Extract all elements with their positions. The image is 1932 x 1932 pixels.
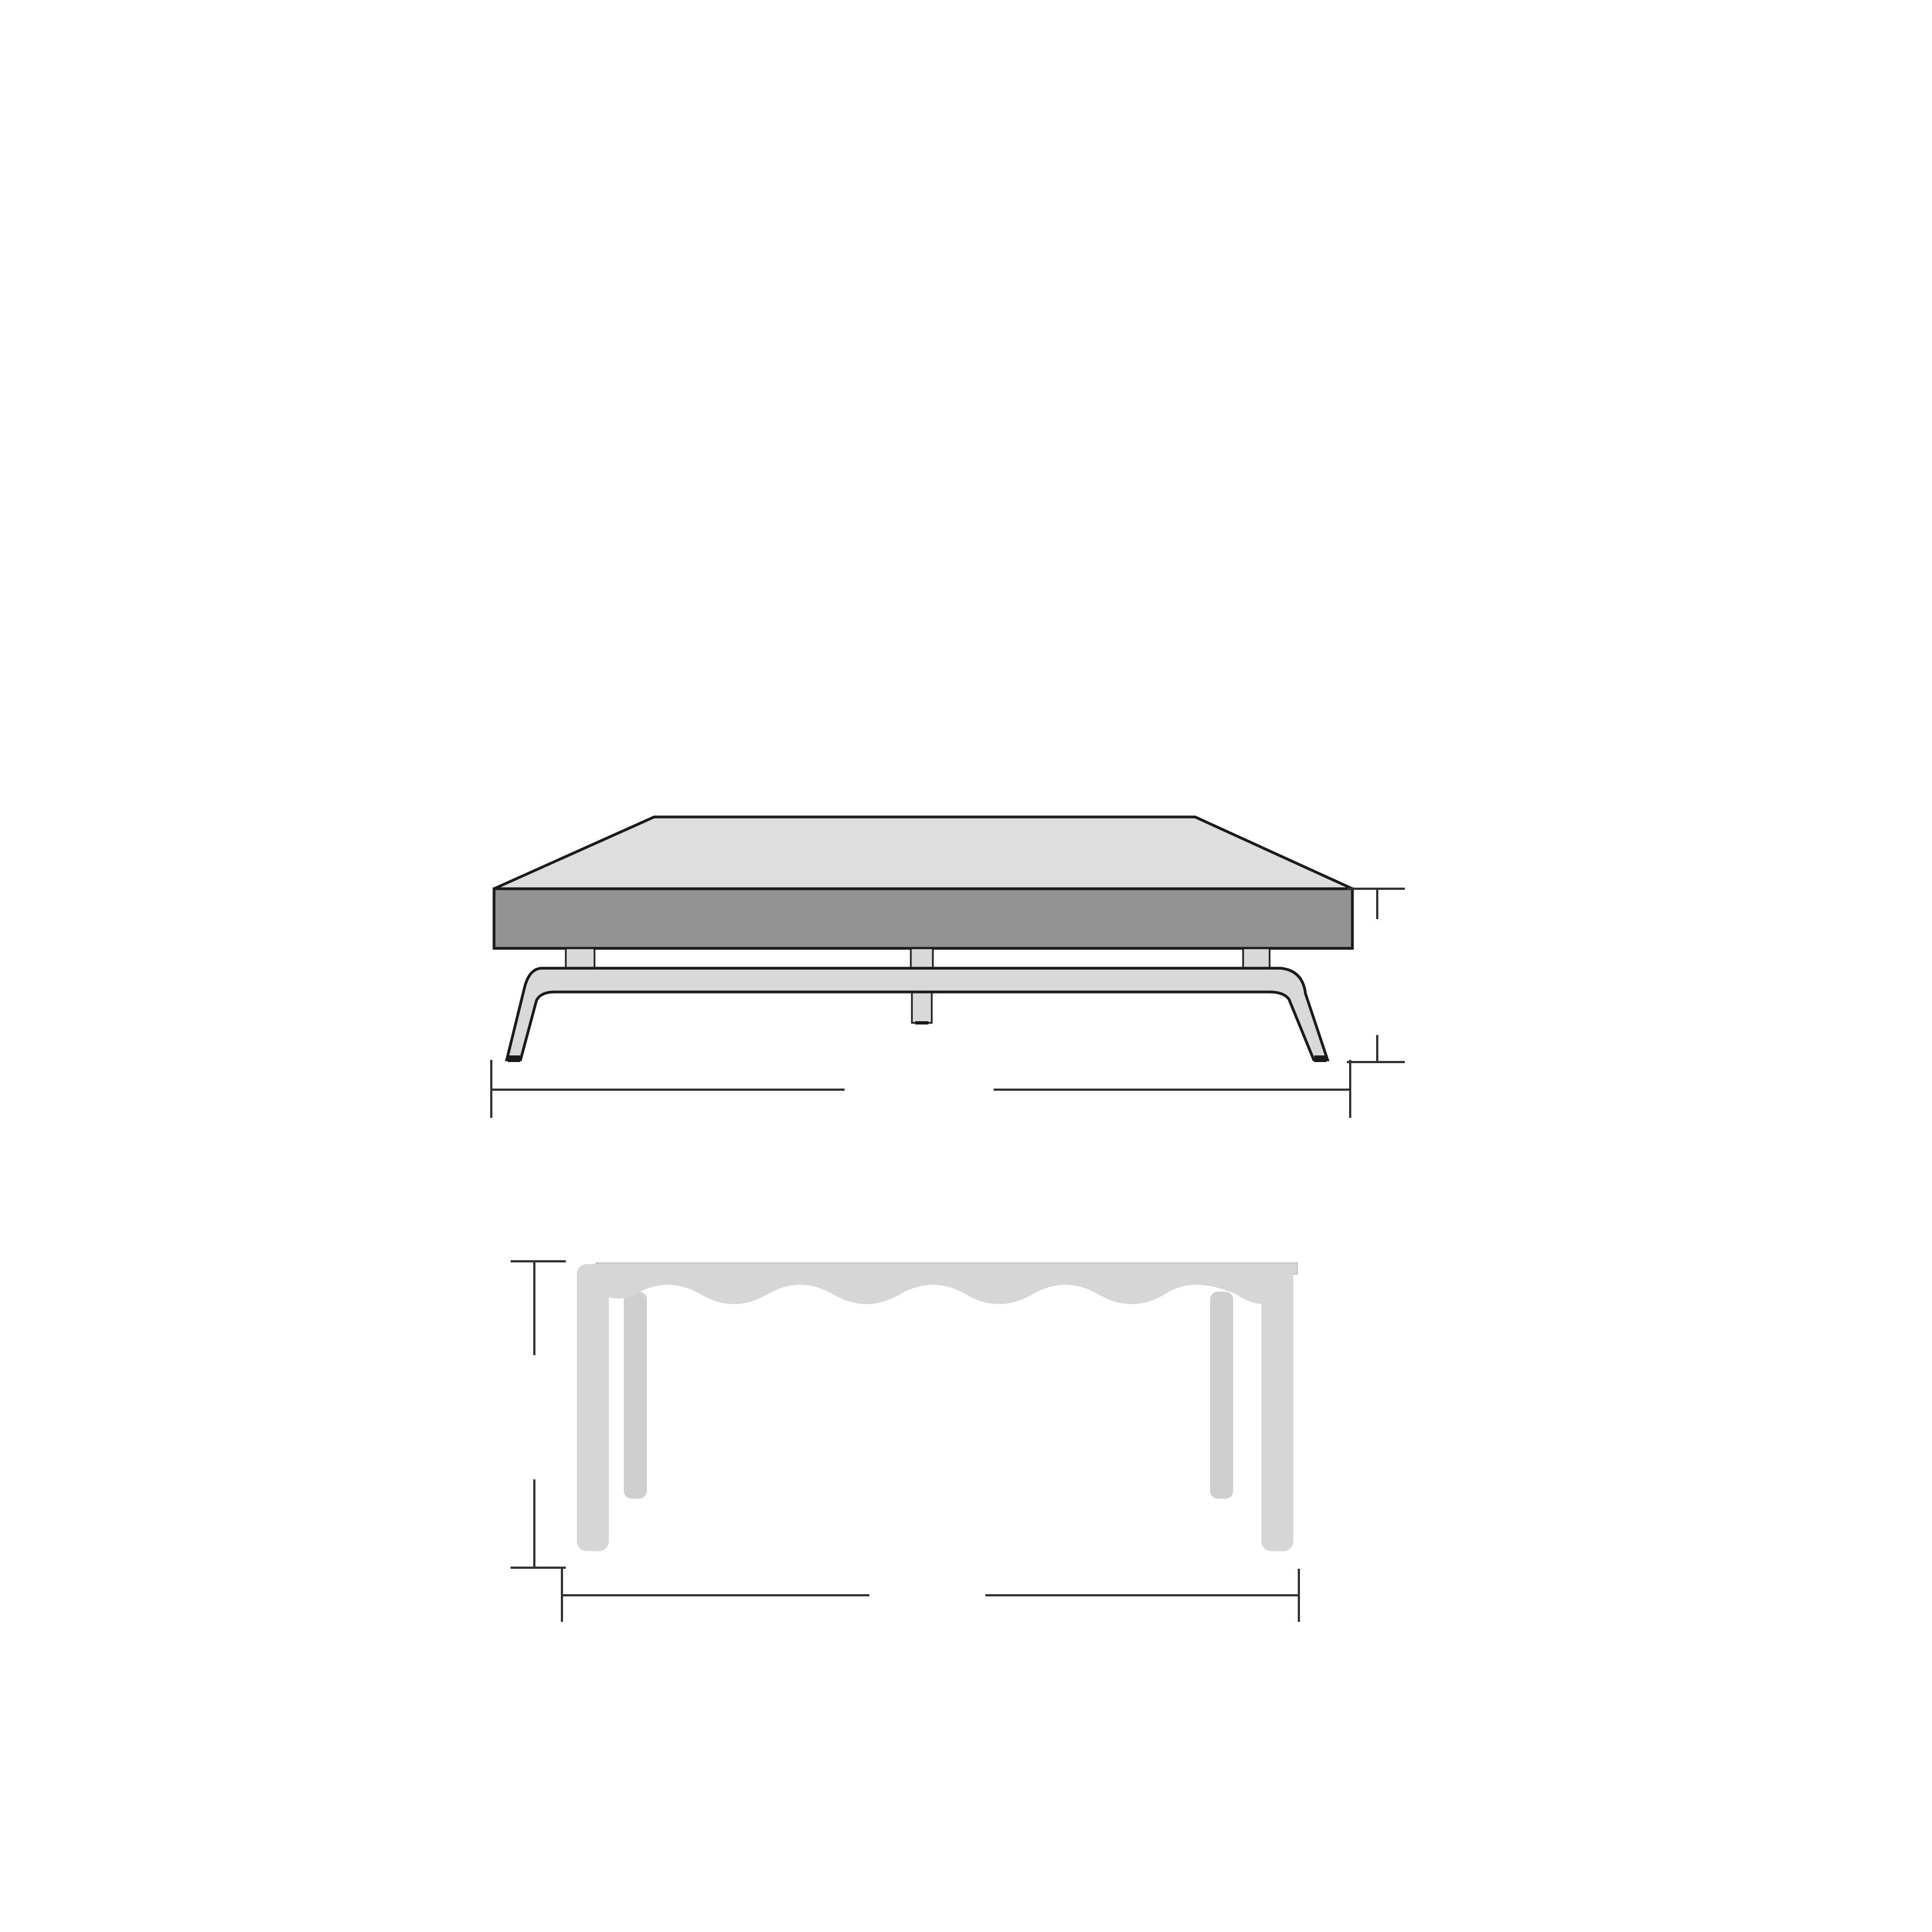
- coffee-table-illustration: [494, 817, 1352, 1062]
- table-foot-right: [1314, 1055, 1326, 1062]
- bench-leg-rear-right: [1210, 1292, 1233, 1499]
- bench-illustration: [577, 1263, 1297, 1551]
- bench-width-dimension: [562, 1569, 1299, 1622]
- table-top-surface: [494, 817, 1352, 889]
- table-top-edge: [494, 889, 1352, 948]
- bench-leg-front-left: [577, 1264, 609, 1551]
- table-center-leg: [912, 991, 932, 1023]
- table-height-dimension: [1347, 889, 1405, 1062]
- table-center-foot: [915, 1021, 928, 1025]
- bench-leg-front-right: [1261, 1264, 1293, 1551]
- bench-leg-rear-left: [624, 1292, 647, 1499]
- table-foot-left: [508, 1055, 520, 1062]
- bench-height-dimension: [511, 1261, 566, 1568]
- table-post-right: [1243, 948, 1270, 968]
- table-post-left: [566, 948, 595, 968]
- table-post-center: [911, 948, 933, 968]
- table-width-dimension: [491, 1060, 1350, 1118]
- bench-wavy-apron: [602, 1272, 1292, 1304]
